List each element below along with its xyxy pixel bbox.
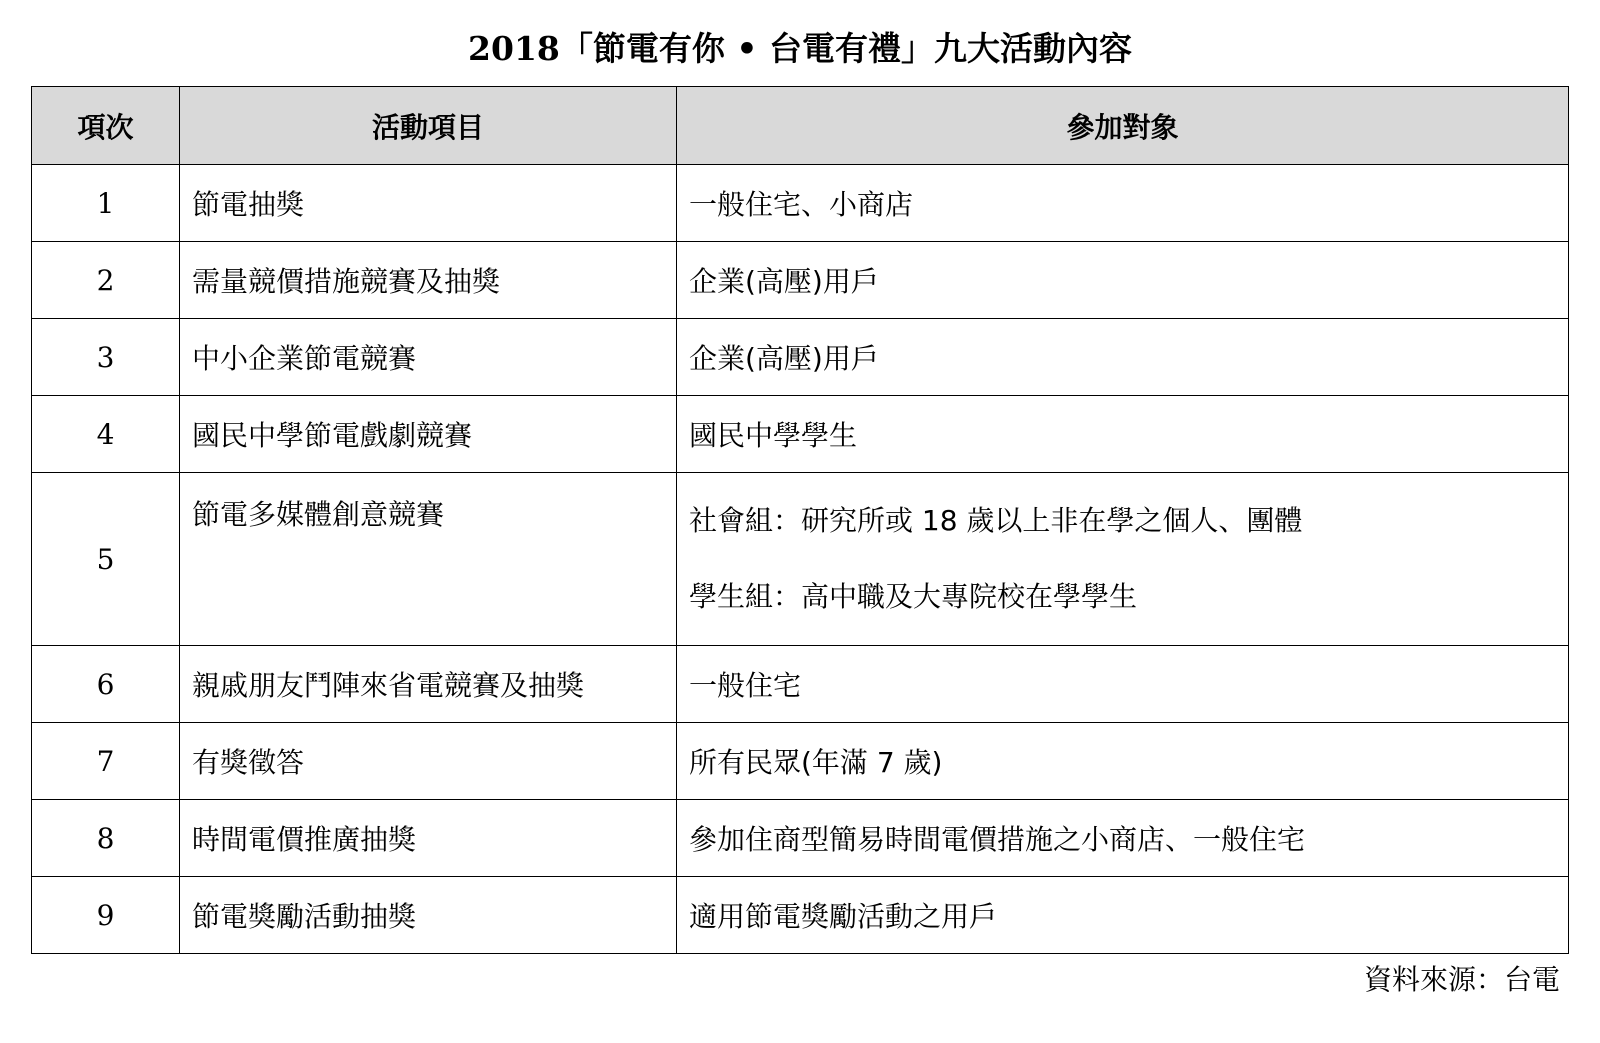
table-header-row [32,87,1569,165]
row-target: 國民中學學生 [677,396,1569,473]
row-target [677,473,1569,646]
table-row [32,165,1569,242]
row-num: 2 [32,242,180,319]
row-item: 節電抽獎 [180,165,677,242]
target-line-society: 社會組：研究所或 18 歲以上非在學之個人、團體 [689,504,1303,537]
target-line-student: 學生組：高中職及大專院校在學學生 [689,580,1138,613]
row-num: 7 [32,723,180,800]
table-row [32,319,1569,396]
row-num: 3 [32,319,180,396]
source-note: 資料來源：台電 [1363,963,1560,996]
row-target: 企業(高壓)用戶 [677,319,1569,396]
row-num: 4 [32,396,180,473]
row-target: 適用節電獎勵活動之用戶 [677,877,1569,954]
row-target: 參加住商型簡易時間電價措施之小商店、一般住宅 [677,800,1569,877]
row-target: 所有民眾(年滿 7 歲) [677,723,1569,800]
table-row [32,242,1569,319]
activities-table [31,86,1569,954]
row-item: 中小企業節電競賽 [180,319,677,396]
row-target: 一般住宅 [677,646,1569,723]
table-row [32,646,1569,723]
row-target: 企業(高壓)用戶 [677,242,1569,319]
row-target: 一般住宅、小商店 [677,165,1569,242]
table-row [32,723,1569,800]
row-num: 5 [32,473,180,646]
row-item: 國民中學節電戲劇競賽 [180,396,677,473]
header-target: 參加對象 [677,87,1569,165]
row-item: 節電獎勵活動抽獎 [180,877,677,954]
row-item: 有獎徵答 [180,723,677,800]
row-item: 節電多媒體創意競賽 [180,473,677,646]
table-row [32,877,1569,954]
row-num: 9 [32,877,180,954]
header-num: 項次 [32,87,180,165]
page-title: 2018「節電有你 • 台電有禮」九大活動內容 [468,29,1132,68]
row-item: 時間電價推廣抽獎 [180,800,677,877]
row-item: 親戚朋友鬥陣來省電競賽及抽獎 [180,646,677,723]
row-item: 需量競價措施競賽及抽獎 [180,242,677,319]
table-row [32,800,1569,877]
header-item: 活動項目 [180,87,677,165]
row-num: 1 [32,165,180,242]
row-num: 6 [32,646,180,723]
table-row [32,396,1569,473]
table-row [32,473,1569,646]
row-num: 8 [32,800,180,877]
